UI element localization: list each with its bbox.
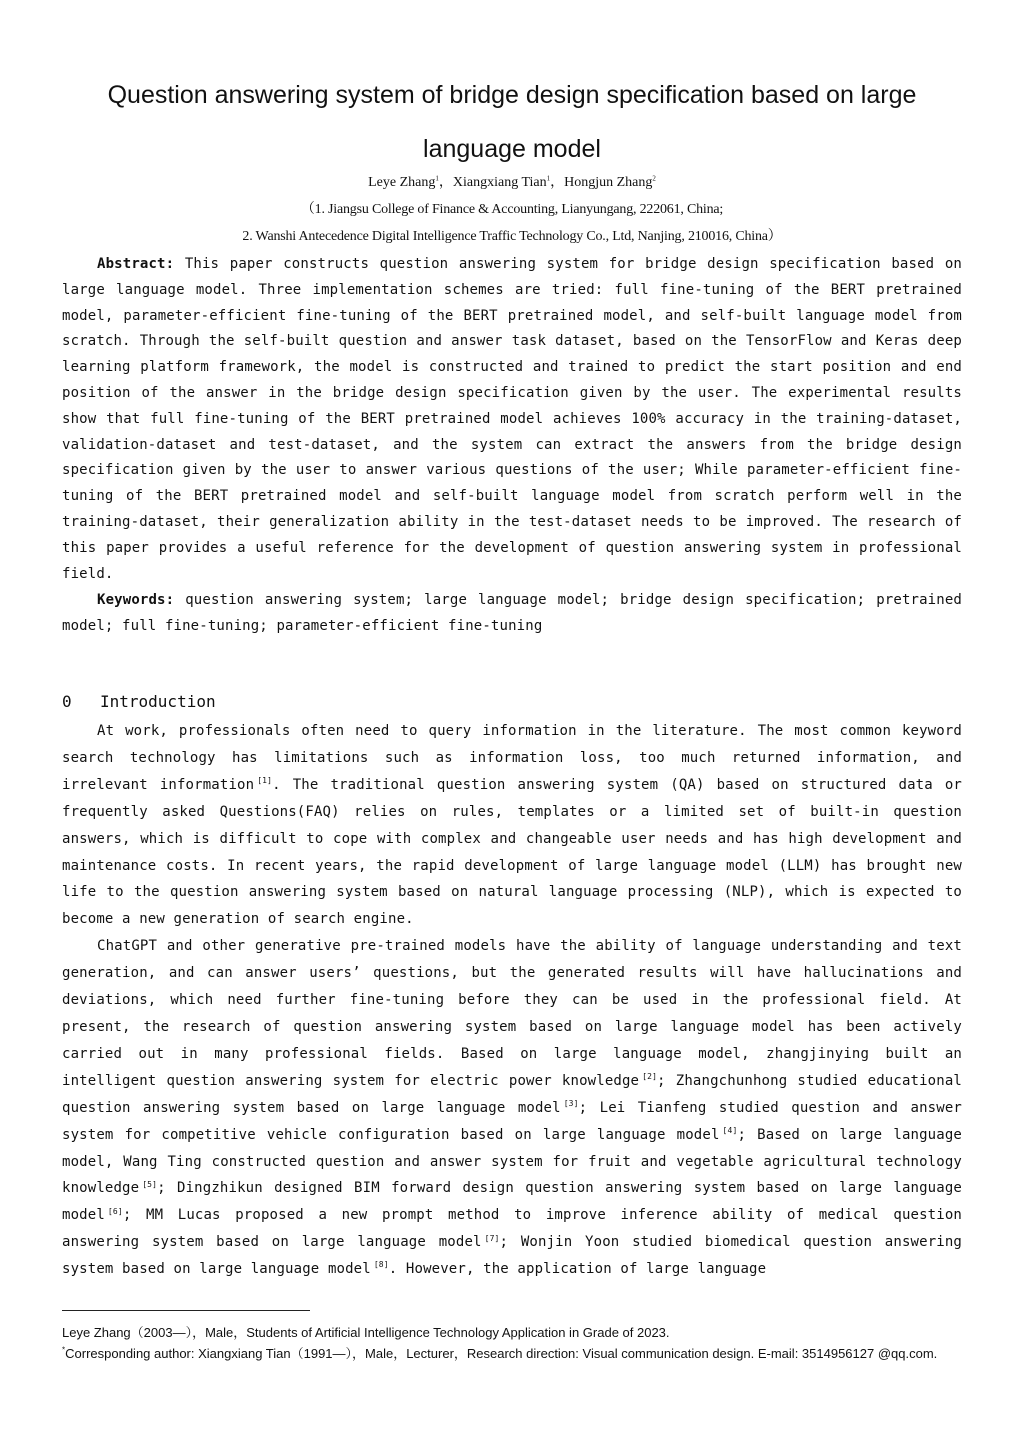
introduction-body — [62, 718, 962, 1283]
affiliation-mark: 1 — [546, 174, 551, 183]
paragraph-text: ChatGPT and other generative pre-trained models have the ability of language understanding and text generation, and can answer users’ questions, but the generated results will have hallucinations and deviations, which need further fine-tuning before they can be used in the professional field. At present, the research of question answering system based on large language model has been actively carried out in many professional fields. Based on large language model, zhangjinying built an intelligent question answering system for electric power knowledge — [62, 938, 962, 1089]
abstract-label: Abstract: — [97, 256, 175, 272]
section-title: Introduction — [100, 692, 216, 711]
citation: [2] — [642, 1072, 658, 1082]
title-line-1: Question answering system of bridge design specification based on large — [107, 81, 917, 109]
abstract-text: This paper constructs question answering system for bridge design specification based on large language model. Three implementation schemes are tried: full fine-tuning of the BERT pretrained model, parameter-efficient fine-tuning of the BERT pretrained model, and self-built language model from scratch. Through the self-built question and answer task dataset, based on the TensorFlow and Keras deep learning platform framework, the model is constructed and trained to predict the start position and end position of the answer in the bridge design specification given by the user. The experimental results show that full fine-tuning of the BERT pretrained model achieves 100% accuracy in the training-dataset, validation-dataset and test-dataset, and the system can extract the answers from the bridge design specification given by the user to answer various questions of the user; While parameter-efficient fine-tuning of the BERT pretrained model and self-built language model from scratch perform well in the training-dataset, their generalization ability in the test-dataset needs to be improved. The research of this paper provides a useful reference for the development of question answering system in professional field. — [62, 256, 962, 582]
citation: [4] — [722, 1125, 738, 1135]
affiliation-mark: 1 — [435, 174, 439, 183]
author-name: Xiangxiang Tian — [452, 175, 547, 190]
citation: [5] — [142, 1179, 158, 1189]
section-number: 0 — [62, 692, 72, 711]
footnote-author: Leye Zhang（2003—），Male，Students of Artificial Intelligence Technology Application in Grade of 2023. — [62, 1325, 670, 1340]
paragraph — [62, 718, 962, 933]
footnote-corresponding-text: Corresponding author: Xiangxiang Tian（1991—），Male，Lecturer，Research direction: Visual communication design. E-mail: 3514956127 @qq.com. — [65, 1346, 938, 1361]
paragraph-text: At work, professionals often need to query information in the literature. The most common keyword search technology has limitations such as information loss, too much returned information, and irrelevant information — [62, 723, 962, 793]
paper-title — [62, 68, 962, 176]
section-heading — [62, 692, 962, 711]
author-name: Leye Zhang — [368, 175, 436, 190]
paragraph-text: ; Lei Tianfeng studied question and answer system for competitive vehicle configuration based on large language model — [62, 1099, 962, 1143]
keywords-text: question answering system; large language model; bridge design specification; pretrained model; full fine-tuning; parameter-efficient fine-tuning — [62, 592, 962, 634]
keywords-label: Keywords: — [97, 592, 175, 608]
footnotes — [62, 1322, 962, 1364]
paragraph-text: ; Based on large language model, Wang Ting constructed question and answer system for fruit and vegetable agricultural technology knowledge — [62, 1126, 962, 1197]
title-line-2: language model — [423, 135, 601, 163]
paragraph-text: . However, the application of large language — [388, 1261, 767, 1278]
citation: [7] — [484, 1233, 500, 1243]
affiliation-mark: 2 — [652, 174, 656, 183]
footnote-divider — [62, 1310, 310, 1311]
citation: [3] — [563, 1099, 579, 1109]
keywords — [62, 588, 962, 640]
author-name: Hongjun Zhang — [564, 175, 653, 190]
footnote-corresponding — [62, 1343, 962, 1364]
paragraph-text: ; Dingzhikun designed BIM forward design question answering system based on large language model — [62, 1180, 962, 1224]
paragraph-text: ; Wonjin Yoon studied biomedical question answering system based on large language model — [62, 1234, 963, 1278]
citation: [8] — [373, 1260, 389, 1270]
affiliation-1: （1. Jiangsu College of Finance & Accounting, Lianyungang, 222061, China; — [300, 202, 724, 217]
asterisk-mark: * — [62, 1345, 66, 1355]
author-separator: ， — [438, 175, 453, 190]
paragraph-text: ; Zhangchunhong studied educational question answering system based on large language model — [62, 1072, 962, 1116]
author-list — [62, 173, 962, 193]
paragraph — [62, 933, 962, 1283]
paragraph-text: . The traditional question answering system (QA) based on structured data or frequently asked Questions(FAQ) relies on rules, templates or a limited set of built-in question answers, which is difficult to cope with complex and changeable user needs and has high development and maintenance costs. In recent years, the rapid development of large language model (LLM) has brought new life to the question answering system based on natural language processing (NLP), which is expected to become a new generation of search engine. — [62, 776, 963, 928]
abstract — [62, 252, 962, 587]
author-separator: ， — [550, 175, 565, 190]
affiliation-2: 2. Wanshi Antecedence Digital Intelligence Traffic Technology Co., Ltd, Nanjing, 210016, China） — [242, 229, 782, 244]
citation: [1] — [257, 776, 273, 786]
citation: [6] — [107, 1206, 123, 1216]
paragraph-text: ; MM Lucas proposed a new prompt method to improve inference ability of medical question answering system based on large language model — [62, 1207, 962, 1251]
